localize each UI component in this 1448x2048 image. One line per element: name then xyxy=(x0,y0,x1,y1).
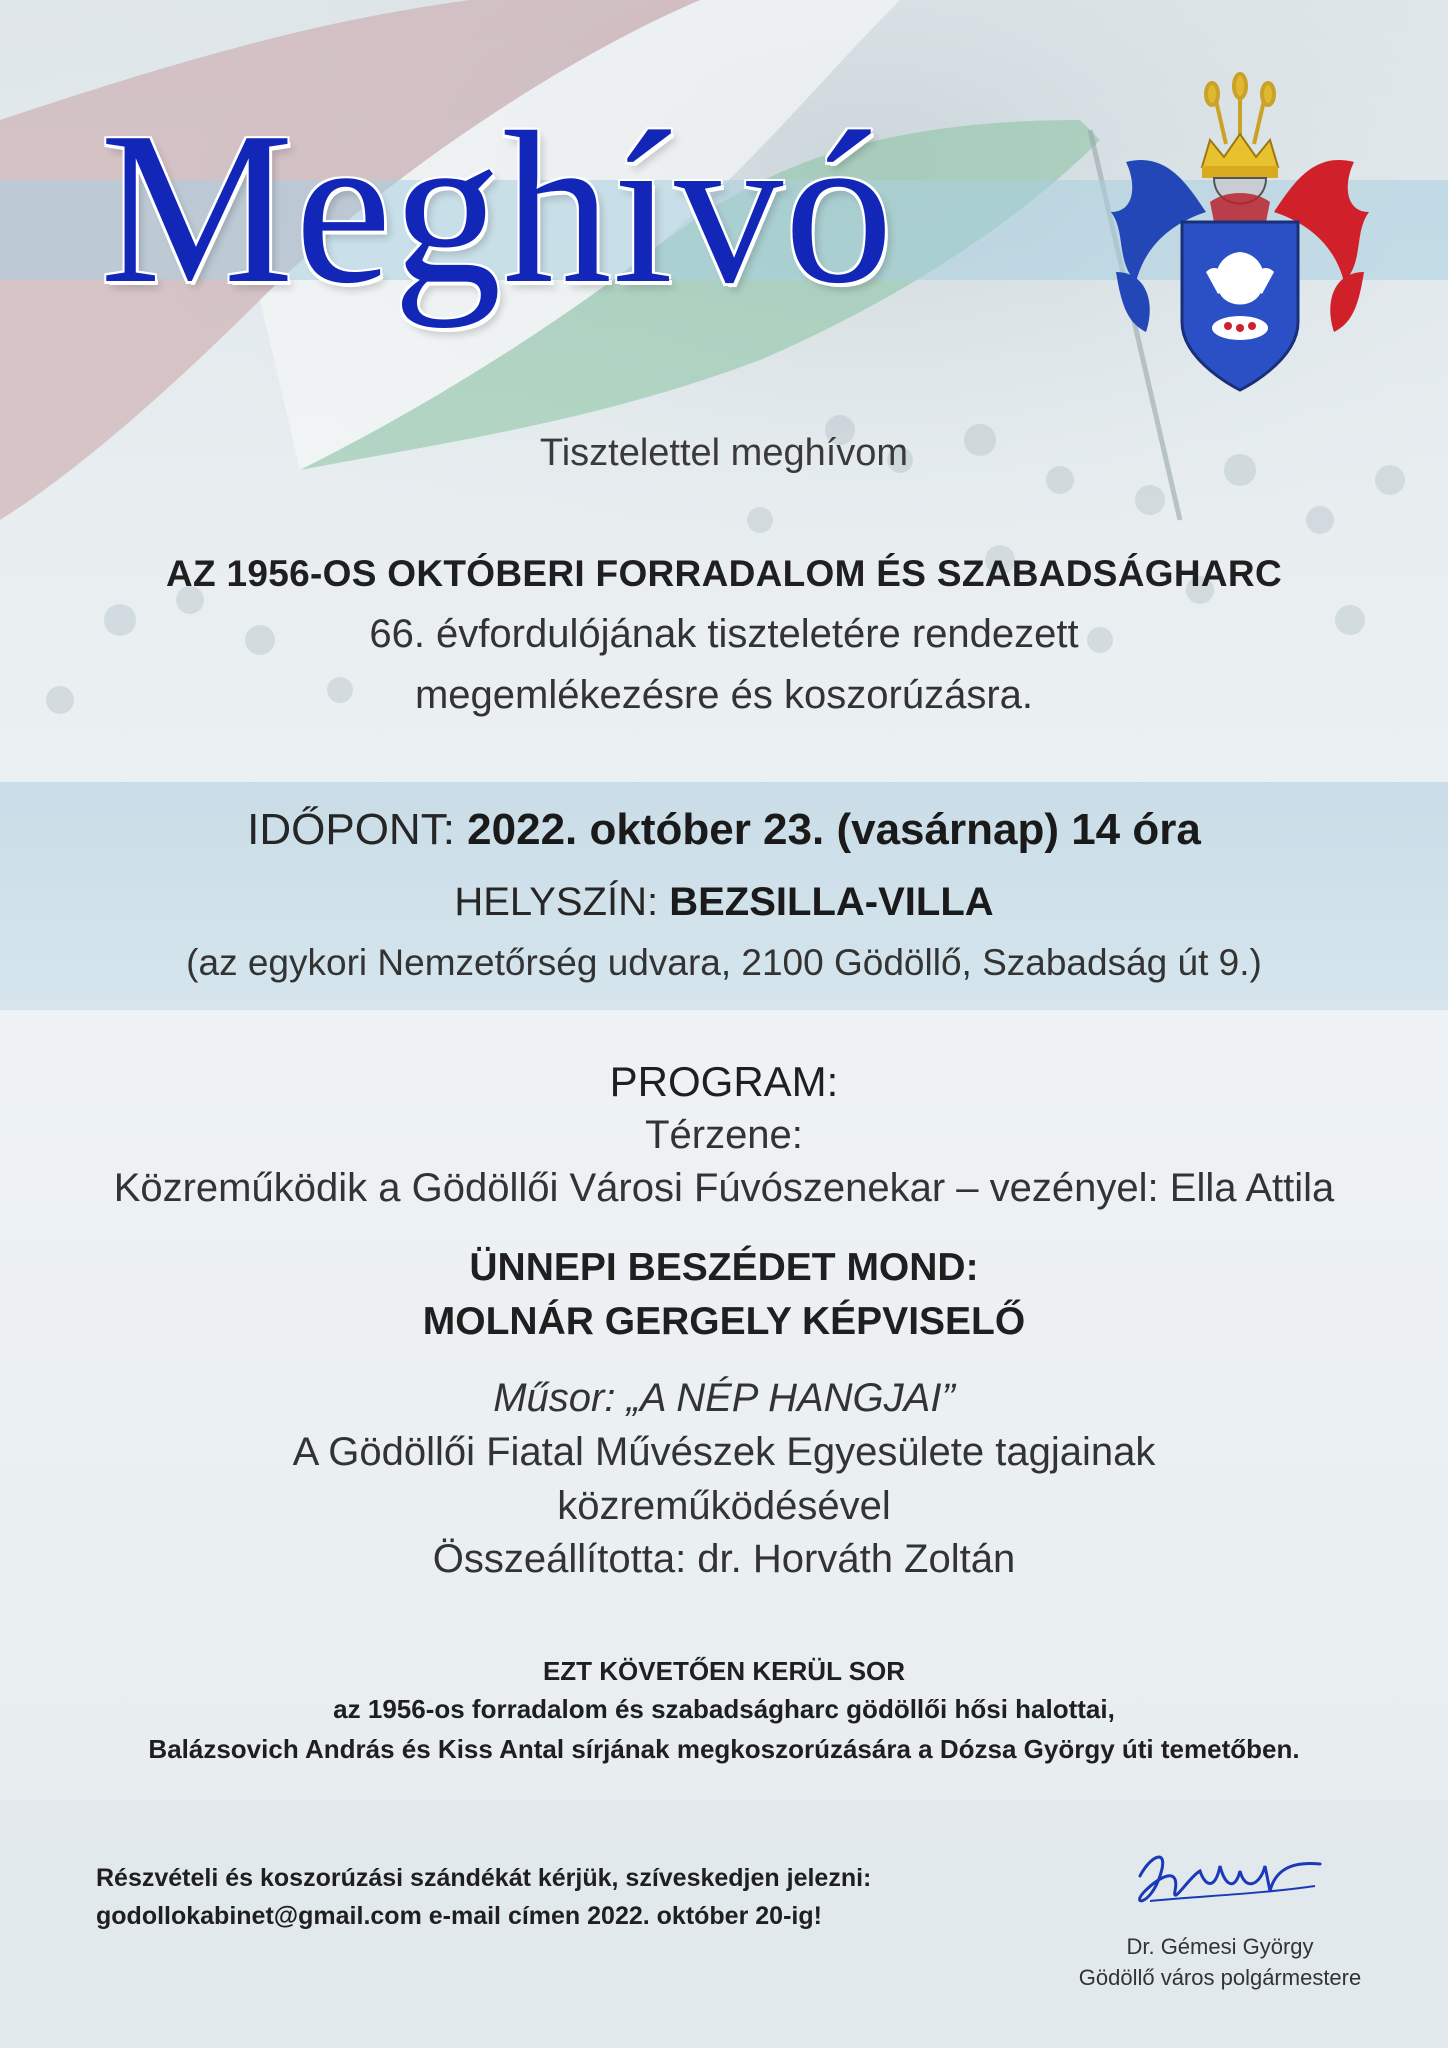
time-label: IDŐPONT: xyxy=(247,805,468,854)
program-item: Térzene: xyxy=(645,1113,803,1157)
afterward-detail: az 1956-os forradalom és szabadságharc gödöllői hősi halottai, xyxy=(333,1694,1115,1724)
speech-heading: ÜNNEPI BESZÉDET MOND: xyxy=(469,1246,979,1289)
program-band: Közreműködik a Gödöllői Városi Fúvószenekar – vezényel: Ella Attila xyxy=(113,1166,1335,1210)
show-detail: közreműködésével xyxy=(557,1484,891,1528)
show-title: Műsor: „A NÉP HANGJAI” xyxy=(493,1376,955,1420)
afterward-detail: Balázsovich András és Kiss Antal sírjának megkoszorúzására a Dózsa György úti temetőben. xyxy=(148,1734,1300,1764)
program-heading: PROGRAM: xyxy=(609,1058,839,1105)
show-detail: A Gödöllői Fiatal Művészek Egyesülete tagjainak xyxy=(292,1430,1156,1474)
afterward-heading: EZT KÖVETŐEN KERÜL SOR xyxy=(542,1656,906,1686)
place-label: HELYSZÍN: xyxy=(454,880,670,924)
greeting-text: Tisztelettel meghívom xyxy=(539,432,909,474)
event-time xyxy=(0,805,1448,855)
coat-of-arms-icon xyxy=(1106,72,1374,402)
event-description-line: 66. évfordulójának tiszteletére rendezett xyxy=(369,612,1079,656)
rsvp-text: Részvételi és koszorúzási szándékát kérjük, szíveskedjen jelezni: xyxy=(96,1864,872,1892)
page-title: Meghívó xyxy=(100,88,895,329)
time-value: 2022. október 23. (vasárnap) 14 óra xyxy=(467,805,1201,854)
rsvp-contact: godollokabinet@gmail.com e-mail címen 2022. október 20-ig! xyxy=(96,1902,822,1930)
signature-icon xyxy=(1120,1836,1330,1916)
event-description-line: megemlékezésre és koszorúzásra. xyxy=(414,673,1034,717)
place-value: BEZSILLA-VILLA xyxy=(669,880,994,924)
event-heading: AZ 1956-OS OKTÓBERI FORRADALOM ÉS SZABADSÁGHARC xyxy=(166,553,1282,594)
event-address: (az egykori Nemzetőrség udvara, 2100 Gödöllő, Szabadság út 9.) xyxy=(186,942,1262,983)
show-detail: Összeállította: dr. Horváth Zoltán xyxy=(432,1537,1016,1581)
event-place xyxy=(0,880,1448,925)
speaker-name: MOLNÁR GERGELY KÉPVISELŐ xyxy=(422,1300,1026,1343)
signer-title: Gödöllő város polgármestere xyxy=(1078,1965,1362,1990)
signer-name: Dr. Gémesi György xyxy=(1126,1934,1314,1959)
